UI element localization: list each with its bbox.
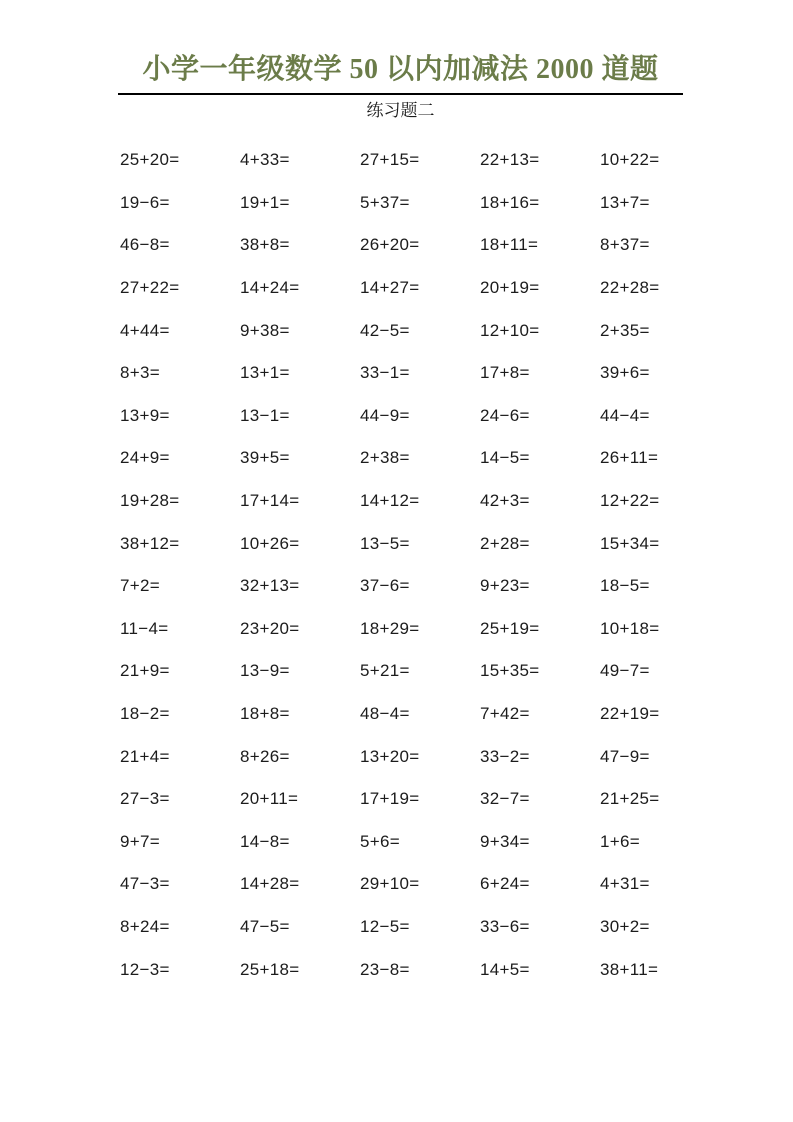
problem-cell: 1+6= <box>600 831 640 851</box>
problem-cell: 21+25= <box>600 789 660 809</box>
problem-cell: 17+14= <box>240 491 300 511</box>
problem-cell: 13+9= <box>120 405 170 425</box>
problem-cell: 13+1= <box>240 363 290 383</box>
problem-cell: 26+20= <box>360 235 420 255</box>
problem-cell: 18−2= <box>120 704 170 724</box>
problem-cell: 9+7= <box>120 831 160 851</box>
problem-cell: 12−3= <box>120 959 170 979</box>
problem-cell: 26+11= <box>600 448 659 468</box>
problem-cell: 14−5= <box>480 448 530 468</box>
problem-cell: 17+8= <box>480 363 530 383</box>
problem-cell: 48−4= <box>360 704 410 724</box>
problem-cell: 8+37= <box>600 235 650 255</box>
problem-cell: 8+24= <box>120 916 170 936</box>
problem-cell: 20+11= <box>240 789 299 809</box>
problem-cell: 18+11= <box>480 235 539 255</box>
problem-cell: 4+31= <box>600 874 650 894</box>
problem-cell: 46−8= <box>120 235 170 255</box>
problem-cell: 44−4= <box>600 405 650 425</box>
problem-cell: 33−1= <box>360 363 410 383</box>
problem-cell: 9+38= <box>240 320 290 340</box>
problem-cell: 23−8= <box>360 959 410 979</box>
problem-cell: 24−6= <box>480 405 530 425</box>
problem-cell: 18−5= <box>600 576 650 596</box>
problem-cell: 14+5= <box>480 959 530 979</box>
problem-cell: 2+38= <box>360 448 410 468</box>
problem-cell: 7+2= <box>120 576 160 596</box>
problem-cell: 18+8= <box>240 704 290 724</box>
problem-cell: 38+11= <box>600 959 659 979</box>
problem-cell: 5+21= <box>360 661 410 681</box>
problem-cell: 19−6= <box>120 192 170 212</box>
problem-cell: 6+24= <box>480 874 530 894</box>
problem-cell: 37−6= <box>360 576 410 596</box>
problem-cell: 18+16= <box>480 192 540 212</box>
problem-cell: 22+13= <box>480 150 540 170</box>
page-title: 小学一年级数学 50 以内加减法 2000 道题 <box>142 54 659 85</box>
problem-cell: 8+26= <box>240 746 290 766</box>
problem-cell: 10+18= <box>600 618 660 638</box>
problems-grid <box>120 139 793 991</box>
problem-cell: 2+28= <box>480 533 530 553</box>
problem-cell: 44−9= <box>360 405 410 425</box>
problem-cell: 27+22= <box>120 278 180 298</box>
worksheet-header <box>118 0 683 95</box>
problem-cell: 39+6= <box>600 363 650 383</box>
problem-cell: 11−4= <box>120 618 169 638</box>
problem-cell: 13−5= <box>360 533 410 553</box>
problem-cell: 12+10= <box>480 320 540 340</box>
problem-cell: 14−8= <box>240 831 290 851</box>
problem-cell: 19+28= <box>120 491 180 511</box>
problem-cell: 9+34= <box>480 831 530 851</box>
problem-cell: 32+13= <box>240 576 300 596</box>
problem-cell: 25+18= <box>240 959 300 979</box>
problem-cell: 20+19= <box>480 278 540 298</box>
problem-cell: 14+24= <box>240 278 300 298</box>
problem-cell: 13+20= <box>360 746 420 766</box>
problem-cell: 13−9= <box>240 661 290 681</box>
problem-cell: 5+37= <box>360 192 410 212</box>
problem-cell: 33−6= <box>480 916 530 936</box>
problem-cell: 2+35= <box>600 320 650 340</box>
problem-cell: 15+34= <box>600 533 660 553</box>
problem-cell: 38+8= <box>240 235 290 255</box>
problem-cell: 42+3= <box>480 491 530 511</box>
problem-cell: 13−1= <box>240 405 290 425</box>
problem-cell: 8+3= <box>120 363 160 383</box>
problem-cell: 30+2= <box>600 916 650 936</box>
problem-cell: 22+19= <box>600 704 660 724</box>
problem-cell: 42−5= <box>360 320 410 340</box>
problem-cell: 17+19= <box>360 789 420 809</box>
problem-cell: 9+23= <box>480 576 530 596</box>
problem-cell: 4+44= <box>120 320 170 340</box>
problem-cell: 21+9= <box>120 661 170 681</box>
problem-cell: 25+20= <box>120 150 180 170</box>
problem-cell: 33−2= <box>480 746 530 766</box>
problem-cell: 10+26= <box>240 533 300 553</box>
problem-cell: 47−5= <box>240 916 290 936</box>
problem-cell: 27−3= <box>120 789 170 809</box>
problem-cell: 5+6= <box>360 831 400 851</box>
problem-cell: 12+22= <box>600 491 660 511</box>
problem-cell: 15+35= <box>480 661 540 681</box>
problem-cell: 21+4= <box>120 746 170 766</box>
problem-cell: 24+9= <box>120 448 170 468</box>
problem-cell: 47−9= <box>600 746 650 766</box>
problem-cell: 7+42= <box>480 704 530 724</box>
problem-cell: 14+12= <box>360 491 420 511</box>
problem-cell: 4+33= <box>240 150 290 170</box>
problem-cell: 12−5= <box>360 916 410 936</box>
problem-cell: 18+29= <box>360 618 420 638</box>
problem-cell: 25+19= <box>480 618 540 638</box>
problem-cell: 10+22= <box>600 150 660 170</box>
problem-cell: 13+7= <box>600 192 650 212</box>
problem-cell: 23+20= <box>240 618 300 638</box>
page-subtitle: 练习题二 <box>366 101 435 120</box>
problem-cell: 39+5= <box>240 448 290 468</box>
problem-cell: 14+28= <box>240 874 300 894</box>
problem-cell: 22+28= <box>600 278 660 298</box>
problem-cell: 27+15= <box>360 150 420 170</box>
problem-cell: 38+12= <box>120 533 180 553</box>
problem-cell: 14+27= <box>360 278 420 298</box>
problem-cell: 19+1= <box>240 192 290 212</box>
problem-cell: 32−7= <box>480 789 530 809</box>
problem-cell: 47−3= <box>120 874 170 894</box>
problem-cell: 49−7= <box>600 661 650 681</box>
problem-cell: 29+10= <box>360 874 420 894</box>
